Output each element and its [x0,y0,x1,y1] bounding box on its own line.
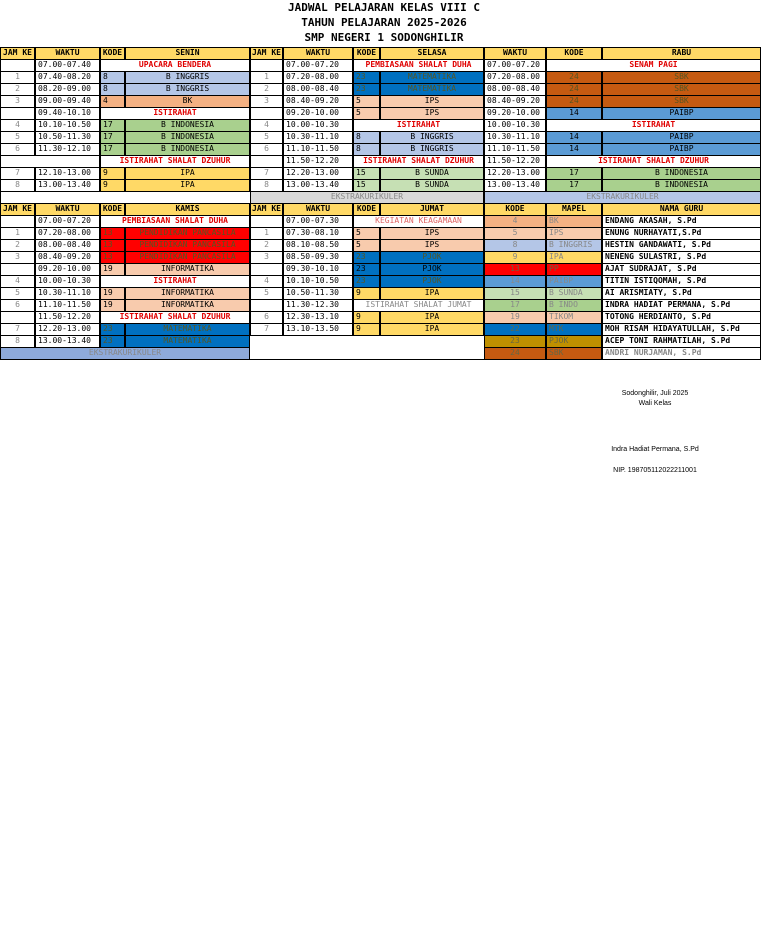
senin-subject: B INDONESIA [125,143,250,156]
teacher-name: HESTIN GANDAWATI, S.Pd [602,239,761,252]
header-kode: KODE [484,203,546,216]
senin-jam: 1 [0,71,35,84]
selasa-time: 10.30-11.10 [283,131,353,144]
jumat-kode: 9 [353,323,380,336]
jumat-jam: 6 [250,311,283,324]
jumat-time: 10.10-10.50 [283,275,353,288]
kamis-subject: PENDIDIKAN PANCASILA [125,239,250,252]
teacher-mapel: PJOK [546,335,602,348]
jumat-subject: IPA [380,311,484,324]
jumat-subject: IPS [380,227,484,240]
kamis-jam: 4 [0,275,35,288]
senin-subject: B INDONESIA [125,119,250,132]
jumat-time: 08.50-09.30 [283,251,353,264]
senin-jam: 4 [0,119,35,132]
teacher-kode: 4 [484,215,546,228]
kamis-jam: 1 [0,227,35,240]
senin-subject: B INDONESIA [125,131,250,144]
selasa-subject: IPS [380,107,484,120]
senin-time: 09.00-09.40 [35,95,100,108]
teacher-mapel: PAIBP [546,275,602,288]
header-waktu: WAKTU [35,203,100,216]
kamis-time: 11.50-12.20 [35,311,100,324]
teacher-name: NENENG SULASTRI, S.Pd [602,251,761,264]
selasa-event: ISTIRAHAT SHALAT DZUHUR [353,155,484,168]
header-jam: JAM KE [0,203,35,216]
kamis-subject: MATEMATIKA [125,335,250,348]
selasa-subject: B SUNDA [380,167,484,180]
senin-kode: 17 [100,131,125,144]
rabu-kode: 17 [546,179,602,192]
selasa-time: 11.10-11.50 [283,143,353,156]
rabu-time: 11.50-12.20 [484,155,546,168]
header-jumat: JUMAT [380,203,484,216]
senin-time: 13.00-13.40 [35,179,100,192]
kamis-time: 09.20-10.00 [35,263,100,276]
teacher-kode: 14 [484,275,546,288]
jumat-kode: 9 [353,311,380,324]
selasa-time: 07.20-08.00 [283,71,353,84]
kamis-time: 08.40-09.20 [35,251,100,264]
rabu-subject: B INDONESIA [602,179,761,192]
teacher-mapel: PP [546,263,602,276]
kamis-kode: 19 [100,287,125,300]
jumat-subject: PJOK [380,263,484,276]
kamis-time: 10.30-11.10 [35,287,100,300]
jumat-event: KEGIATAN KEAGAMAAN [353,215,484,228]
teacher-mapel: SBK [546,347,602,360]
teacher-kode: 22 [484,323,546,336]
teacher-name: MOH RISAM HIDAYATULLAH, S.Pd [602,323,761,336]
jumat-event: ISTIRAHAT SHALAT JUMAT [353,299,484,312]
senin-jam: 8 [0,179,35,192]
kamis-subject: INFORMATIKA [125,299,250,312]
teacher-kode: 9 [484,251,546,264]
senin-subject: IPA [125,179,250,192]
selasa-time: 11.50-12.20 [283,155,353,168]
senin-time: 12.10-13.00 [35,167,100,180]
selasa-jam: 2 [250,83,283,96]
senin-subject: B INGGRIS [125,71,250,84]
jumat-subject: PJOK [380,275,484,288]
rabu-ekskul: EKSTRAKURIKULER [484,191,761,204]
selasa-subject: MATEMATIKA [380,83,484,96]
selasa-event: PEMBIASAAN SHALAT DUHA [353,59,484,72]
header-kode: KODE [353,203,380,216]
kamis-time: 12.20-13.00 [35,323,100,336]
teacher-kode: 24 [484,347,546,360]
teacher-mapel: B INGGRIS [546,239,602,252]
signature-place-date: Sodonghilir, Juli 2025 [621,390,689,397]
selasa-kode: 23 [353,71,380,84]
rabu-subject: PAIBP [602,143,761,156]
header-jam: JAM KE [0,47,35,60]
teacher-mapel: TIKOM [546,311,602,324]
senin-time: 10.50-11.30 [35,131,100,144]
jumat-jam: 4 [250,275,283,288]
jumat-subject: PJOK [380,251,484,264]
kamis-kode: 13 [100,239,125,252]
selasa-jam: 7 [250,167,283,180]
kamis-event: ISTIRAHAT [100,275,250,288]
senin-jam: 7 [0,167,35,180]
senin-time: 07.00-07.40 [35,59,100,72]
jumat-subject: IPA [380,323,484,336]
rabu-kode: 24 [546,83,602,96]
rabu-time: 09.20-10.00 [484,107,546,120]
kamis-subject: INFORMATIKA [125,263,250,276]
rabu-kode: 24 [546,95,602,108]
kamis-subject: INFORMATIKA [125,287,250,300]
jumat-jam: 3 [250,251,283,264]
jumat-time: 07.00-07.30 [283,215,353,228]
senin-time: 11.30-12.10 [35,143,100,156]
selasa-time: 08.00-08.40 [283,83,353,96]
senin-kode: 8 [100,83,125,96]
jumat-subject: IPA [380,287,484,300]
selasa-time: 07.00-07.20 [283,59,353,72]
selasa-subject: B INGGRIS [380,131,484,144]
senin-subject: IPA [125,167,250,180]
schedule-grid [0,47,768,367]
selasa-kode: 5 [353,107,380,120]
senin-kode: 9 [100,167,125,180]
header-waktu: WAKTU [283,47,353,60]
rabu-time: 12.20-13.00 [484,167,546,180]
selasa-jam: 1 [250,71,283,84]
title-line-3: SMP NEGERI 1 SODONGHILIR [304,31,464,44]
header-guru: NAMA GURU [602,203,761,216]
senin-kode: 9 [100,179,125,192]
kamis-kode: 13 [100,251,125,264]
header-waktu: WAKTU [35,47,100,60]
selasa-time: 08.40-09.20 [283,95,353,108]
kamis-jam: 3 [0,251,35,264]
kamis-jam: 6 [0,299,35,312]
jumat-time: 09.30-10.10 [283,263,353,276]
jumat-time: 12.30-13.10 [283,311,353,324]
title-line-2: TAHUN PELAJARAN 2025-2026 [301,16,467,29]
senin-subject: B INGGRIS [125,83,250,96]
selasa-jam: 4 [250,119,283,132]
kamis-time: 07.20-08.00 [35,227,100,240]
kamis-event: ISTIRAHAT SHALAT DZUHUR [100,311,250,324]
jumat-jam: 2 [250,239,283,252]
selasa-jam: 5 [250,131,283,144]
selasa-time: 09.20-10.00 [283,107,353,120]
jumat-time: 10.50-11.30 [283,287,353,300]
selasa-kode: 15 [353,167,380,180]
jumat-kode: 9 [353,287,380,300]
selasa-kode: 5 [353,95,380,108]
selasa-jam: 6 [250,143,283,156]
senin-kode: 8 [100,71,125,84]
teacher-name: INDRA HADIAT PERMANA, S.Pd [602,299,761,312]
rabu-time: 07.20-08.00 [484,71,546,84]
rabu-event: SENAM PAGI [546,59,761,72]
teacher-name: ENDANG AKASAH, S.Pd [602,215,761,228]
rabu-kode: 14 [546,107,602,120]
jumat-time: 11.30-12.30 [283,299,353,312]
jumat-time: 08.10-08.50 [283,239,353,252]
jumat-kode: 5 [353,227,380,240]
teacher-name: ANDRI NURJAMAN, S.Pd [602,347,761,360]
header-jam: JAM KE [250,203,283,216]
teacher-name: ENUNG NURHAYATI,S.Pd [602,227,761,240]
teacher-kode: 17 [484,299,546,312]
teacher-name: ACEP TONI RAHMATILAH, S.Pd [602,335,761,348]
jumat-kode: 5 [353,239,380,252]
teacher-kode: 13 [484,263,546,276]
header-rabu: RABU [602,47,761,60]
jumat-time: 13.10-13.50 [283,323,353,336]
kamis-event: PEMBIASAAN SHALAT DUHA [100,215,250,228]
senin-event: ISTIRAHAT [100,107,250,120]
teacher-mapel: IPA [546,251,602,264]
header-selasa: SELASA [380,47,484,60]
senin-jam: 6 [0,143,35,156]
header-waktu: WAKTU [484,47,546,60]
teacher-kode: 15 [484,287,546,300]
kamis-time: 10.00-10.30 [35,275,100,288]
kamis-subject: PENDIDIKAN PANCASILA [125,251,250,264]
senin-kode: 4 [100,95,125,108]
rabu-time: 08.00-08.40 [484,83,546,96]
rabu-kode: 17 [546,167,602,180]
selasa-kode: 15 [353,179,380,192]
jumat-time: 07.30-08.10 [283,227,353,240]
rabu-time: 13.00-13.40 [484,179,546,192]
jumat-jam: 7 [250,323,283,336]
teacher-kode: 23 [484,335,546,348]
kamis-kode: 23 [100,335,125,348]
senin-jam: 2 [0,83,35,96]
kamis-ekskul: EKSTRAKURIKULER [0,347,250,360]
selasa-subject: MATEMATIKA [380,71,484,84]
selasa-time: 13.00-13.40 [283,179,353,192]
senin-kode: 17 [100,143,125,156]
jumat-jam: 1 [250,227,283,240]
teacher-mapel: B SUNDA [546,287,602,300]
signature-nip: NIP. 198705112022211001 [613,467,697,474]
header-kode: KODE [100,47,125,60]
selasa-jam: 8 [250,179,283,192]
title-line-1: JADWAL PELAJARAN KELAS VIII C [287,1,481,14]
rabu-event: ISTIRAHAT [546,119,761,132]
rabu-subject: PAIBP [602,131,761,144]
rabu-subject: B INDONESIA [602,167,761,180]
rabu-time: 10.00-10.30 [484,119,546,132]
rabu-time: 07.00-07.20 [484,59,546,72]
jumat-kode: 23 [353,251,380,264]
selasa-ekskul: EKSTRAKURIKULER [250,191,484,204]
header-jam: JAM KE [250,47,283,60]
senin-event: ISTIRAHAT SHALAT DZUHUR [100,155,250,168]
senin-kode: 17 [100,119,125,132]
kamis-jam: 2 [0,239,35,252]
jumat-subject: IPS [380,239,484,252]
selasa-subject: IPS [380,95,484,108]
kamis-kode: 19 [100,263,125,276]
rabu-subject: SBK [602,83,761,96]
signature-name: Indra Hadiat Permana, S.Pd [611,446,699,453]
teacher-mapel: B INDO [546,299,602,312]
teacher-name: AJAT SUDRAJAT, S.Pd [602,263,761,276]
selasa-kode: 8 [353,131,380,144]
header-kode: KODE [353,47,380,60]
senin-time: 09.40-10.10 [35,107,100,120]
kamis-time: 13.00-13.40 [35,335,100,348]
selasa-subject: B SUNDA [380,179,484,192]
header-mapel: MAPEL [546,203,602,216]
selasa-time: 12.20-13.00 [283,167,353,180]
jumat-jam: 5 [250,287,283,300]
selasa-event: ISTIRAHAT [353,119,484,132]
kamis-jam: 8 [0,335,35,348]
senin-event: UPACARA BENDERA [100,59,250,72]
teacher-mapel: IPS [546,227,602,240]
rabu-time: 11.10-11.50 [484,143,546,156]
selasa-time: 10.00-10.30 [283,119,353,132]
senin-subject: BK [125,95,250,108]
teacher-mapel: BK [546,215,602,228]
jumat-kode: 23 [353,263,380,276]
rabu-kode: 14 [546,143,602,156]
rabu-subject: PAIBP [602,107,761,120]
rabu-subject: SBK [602,95,761,108]
teacher-name: AI ARISMIATY, S.Pd [602,287,761,300]
kamis-time: 07.00-07.20 [35,215,100,228]
selasa-kode: 8 [353,143,380,156]
header-waktu: WAKTU [283,203,353,216]
teacher-name: TOTONG HERDIANTO, S.Pd [602,311,761,324]
kamis-subject: PENDIDIKAN PANCASILA [125,227,250,240]
kamis-jam: 7 [0,323,35,336]
kamis-subject: MATEMATIKA [125,323,250,336]
senin-time: 08.20-09.00 [35,83,100,96]
selasa-jam: 3 [250,95,283,108]
senin-jam: 3 [0,95,35,108]
rabu-kode: 14 [546,131,602,144]
kamis-kode: 13 [100,227,125,240]
rabu-event: ISTIRAHAT SHALAT DZUHUR [546,155,761,168]
header-senin: SENIN [125,47,250,60]
teacher-name: TITIN ISTIQOMAH, S.Pd [602,275,761,288]
selasa-kode: 23 [353,83,380,96]
kamis-kode: 19 [100,299,125,312]
teacher-kode: 8 [484,239,546,252]
kamis-time: 11.10-11.50 [35,299,100,312]
rabu-time: 10.30-11.10 [484,131,546,144]
kamis-kode: 23 [100,323,125,336]
senin-time: 07.40-08.20 [35,71,100,84]
kamis-jam: 5 [0,287,35,300]
selasa-subject: B INGGRIS [380,143,484,156]
header-kamis: KAMIS [125,203,250,216]
rabu-time: 08.40-09.20 [484,95,546,108]
signature-role: Wali Kelas [638,400,672,407]
senin-jam: 5 [0,131,35,144]
rabu-kode: 24 [546,71,602,84]
teacher-kode: 5 [484,227,546,240]
header-kode: KODE [100,203,125,216]
header-kode: KODE [546,47,602,60]
teacher-mapel: MTK [546,323,602,336]
jumat-kode: 23 [353,275,380,288]
rabu-subject: SBK [602,71,761,84]
teacher-kode: 19 [484,311,546,324]
senin-time: 10.10-10.50 [35,119,100,132]
kamis-time: 08.00-08.40 [35,239,100,252]
